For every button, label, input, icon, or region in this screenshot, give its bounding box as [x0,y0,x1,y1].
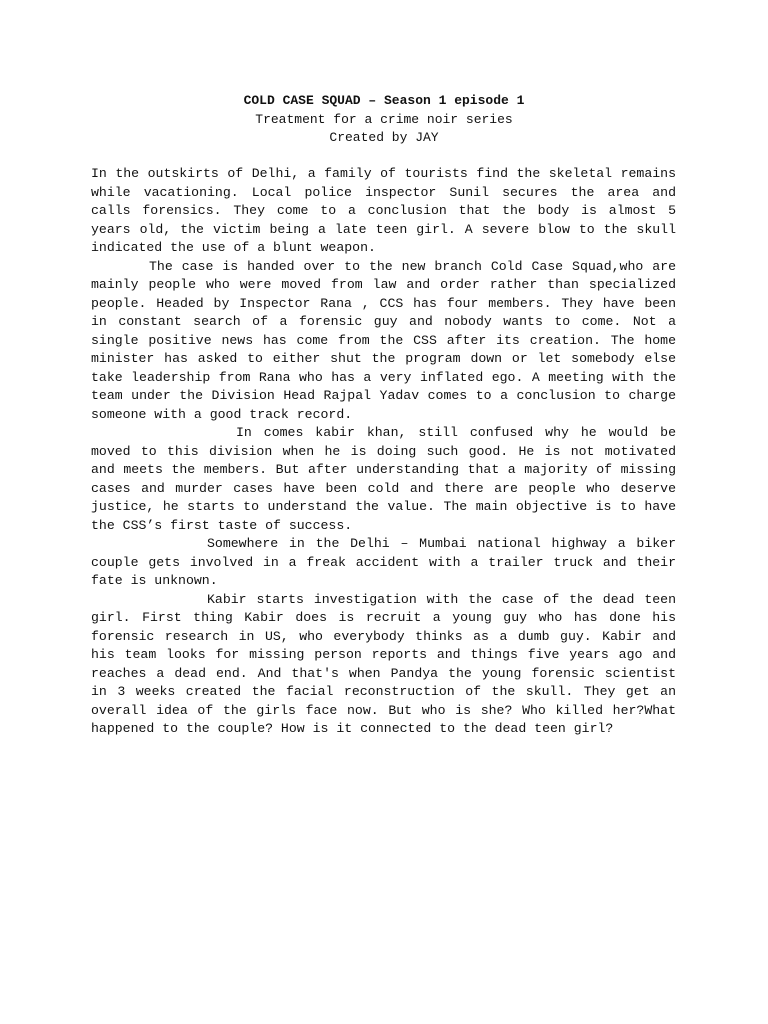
document-title: COLD CASE SQUAD – Season 1 episode 1 [243,93,525,108]
paragraph-kabir-khan: In comes kabir khan, still confused why he would be moved to this division when he is doing such good. He is not motivated and meets the members. But after understanding that a majority of missing cases and murder cases have been cold and there are people who deserve justice, he starts to understand the value. The main objective is to have the CSS’s first taste of success. [91,425,676,533]
paragraph-investigation: Kabir starts investigation with the case of the dead teen girl. First thing Kabir does is recruit a young guy who has done his forensic research in US, who everybody thinks as a dumb guy. Kabir and his team looks for missing person reports and things five years ago and reaches a dead end. And that's when Pandya the young forensic scientist in 3 weeks created the facial reconstruction of the skull. They get an overall idea of the girls face now. But who is she? Who killed her?What happened to the couple? How is it connected to the dead teen girl? [91,591,676,736]
document-subtitle: Treatment for a crime noir series [255,111,513,127]
paragraph-highway-accident: Somewhere in the Delhi – Mumbai national highway a biker couple gets involved in a freak accident with a trailer truck and their fate is unknown. [91,536,676,588]
document-credit: Created by JAY [329,130,439,145]
document-header [0,92,768,148]
document-body [91,165,676,739]
paragraph-cold-case-squad: The case is handed over to the new branch Cold Case Squad,who are mainly people who were moved from law and order rather than specialized people. Headed by Inspector Rana , CCS has four members. They have been in constant search of a forensic guy and nobody wants to come. Not a single positive news has come from the CSS after its creation. The home minister has asked to either shut the program down or let somebody else take leadership from Rana who has a very inflated ego. A meeting with the team under the Division Head Rajpal Yadav comes to a conclusion to charge someone with a good track record. [91,258,676,422]
paragraph-discovery: In the outskirts of Delhi, a family of tourists find the skeletal remains while vacationing. Local police inspector Sunil secures the area and calls forensics. They come to a conclusion that the body is almost 5 years old, the victim being a late teen girl. A severe blow to the skull indicated the use of a blunt weapon. [91,166,676,255]
